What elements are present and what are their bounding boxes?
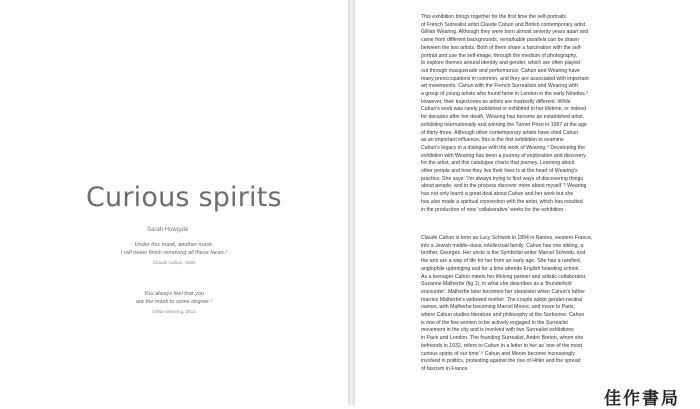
body-text-line: movement in the city and is involved with two Surrealist exhibitions bbox=[421, 327, 574, 334]
body-text-line: anglophile upbringing and for a time attends English boarding school. bbox=[421, 265, 580, 272]
epigraph-source: Gillian Wearing, 2012 bbox=[152, 308, 196, 314]
body-text-line: Suzanne Malherbe (fig.1), in what she describes as a 'thunderbolt bbox=[421, 281, 572, 288]
body-text-line: of French Surrealist artist Claude Cahun and British contemporary artist bbox=[421, 21, 586, 28]
body-text-line: exhibition with Wearing has been a journey of exploration and discovery bbox=[421, 152, 586, 159]
body-text-line: has also made a spiritual connection with the artist, which has resulted bbox=[421, 198, 583, 205]
body-paragraph-1 bbox=[421, 14, 665, 214]
body-text-line: out through masquerade and performance. Cahun and Wearing have bbox=[421, 67, 580, 74]
body-text-line: about people, and in the process discover more about myself.'⁵ Wearing bbox=[421, 183, 587, 190]
publisher-watermark: 佳作書局 bbox=[604, 389, 680, 409]
body-text-line: of fascism in France. bbox=[421, 365, 469, 372]
body-text-line: in Paris and London. The founding Surrealist, André Breton, whom she bbox=[421, 335, 584, 342]
body-text-line: brother, Georges. Her uncle is the Symbolist writer Marcel Schwob, and bbox=[421, 250, 586, 257]
body-text-line: Gillian Wearing. Although they were born almost seventy years apart and bbox=[421, 29, 589, 36]
body-text-line: the arts are a way of life for her from an early age. She has a rarefied, bbox=[421, 258, 582, 265]
body-text-line: exhibiting internationally and winning the Turner Prize in 1997 at the age bbox=[421, 121, 587, 128]
body-text-line: between the two artists. Both of them share a fascination with the self- bbox=[421, 44, 582, 51]
body-text-line: However, their trajectories as artists are markedly different. While bbox=[421, 98, 571, 105]
body-text-line: a group of young artists who found fame in London in the early Nineties.³ bbox=[421, 91, 588, 98]
body-text-line: many preoccupations in common, and they are associated with important bbox=[421, 75, 589, 82]
body-text-line: This exhibition brings together for the first time the self-portraits bbox=[421, 14, 567, 20]
body-text-line: for decades after her death, Wearing has become an established artist, bbox=[421, 114, 585, 121]
body-text-line: for the artist, and this catalogue charts that journey. Learning about bbox=[421, 160, 575, 167]
epigraph-wearing bbox=[0, 290, 348, 315]
author-name: Sarah Howgate bbox=[147, 227, 189, 233]
book-gutter bbox=[348, 0, 355, 405]
epigraph-line: I will never finish removing all these faces.¹ bbox=[120, 250, 228, 257]
body-text-line: of thirty-three. Although other contemporary artists have cited Cahun bbox=[421, 129, 579, 136]
body-text-line: in the production of new 'collaborative' works for the exhibition. bbox=[421, 206, 565, 213]
body-text-line: curious spirits of our time'.⁶ Cahun and Moore become increasingly bbox=[421, 350, 575, 357]
chapter-title: Curious spirits bbox=[86, 182, 282, 213]
body-text-line: As a teenager Cahun meets her lifelong partner and artistic collaborator, bbox=[421, 273, 587, 280]
body-text-line: portrait and use the self-image, through the medium of photography, bbox=[421, 52, 578, 59]
body-text-line: involved in politics, protesting against the rise of Hitler and the spread bbox=[421, 358, 581, 365]
body-text-line: Claude Cahun is born as Lucy Schwob in 1894 in Nantes, western France, bbox=[421, 235, 593, 241]
body-text-line: Cahun's legacy in a dialogue with the work of Wearing.⁴ Developing the bbox=[421, 144, 586, 151]
body-text-line: encounter'. Malherbe later becomes her stepsister when Cahun's father bbox=[421, 288, 586, 295]
body-paragraph-2 bbox=[421, 235, 665, 374]
body-text-line: where Cahun studies literature and philosophy at the Sorbonne. Cahun bbox=[421, 312, 585, 319]
body-text-line: into a Jewish middle-class, intellectual family. Cahun has one sibling, a bbox=[421, 242, 584, 249]
epigraph-source: Claude Cahun, 1930 bbox=[152, 259, 196, 265]
epigraph-cahun bbox=[0, 241, 348, 266]
body-text-line: Cahun's work was rarely published or exhibited in her lifetime, or indeed bbox=[421, 106, 587, 113]
body-text-line: has not only learnt a great deal about Cahun and her work but she bbox=[421, 191, 574, 198]
epigraph-line: are the mask to some degree.² bbox=[135, 299, 213, 306]
body-text-line: marries Malherbe's widowed mother. The couple adopt gender-neutral bbox=[421, 296, 582, 303]
body-text-line: art movements: Cahun with the French Surrealists and Wearing with bbox=[421, 83, 578, 90]
body-text-line: is one of the few women to be actively engaged in the Surrealist bbox=[421, 319, 568, 326]
body-text-line: practice. She says: 'I'm always trying to find ways of discovering things bbox=[421, 175, 583, 182]
body-text-line: came from different backgrounds, remarkable parallels can be drawn bbox=[421, 37, 579, 44]
body-text-line: other people and how they live their lives is at the heart of Wearing's bbox=[421, 168, 578, 175]
body-text-line: befriends in 1932, refers to Cahun in a letter to her as 'one of the most bbox=[421, 342, 583, 349]
body-text-line: to explore themes around identity and gender, which are often played bbox=[421, 60, 580, 67]
epigraph-line: You always feel that you bbox=[143, 291, 205, 297]
body-text-line: names, with Malherbe becoming Marcel Moore, and move to Paris, bbox=[421, 304, 575, 311]
left-page bbox=[0, 0, 348, 405]
epigraph-line: Under this mask, another mask. bbox=[134, 242, 214, 248]
body-text-line: as an important influence, this is the first exhibition to examine bbox=[421, 137, 564, 144]
